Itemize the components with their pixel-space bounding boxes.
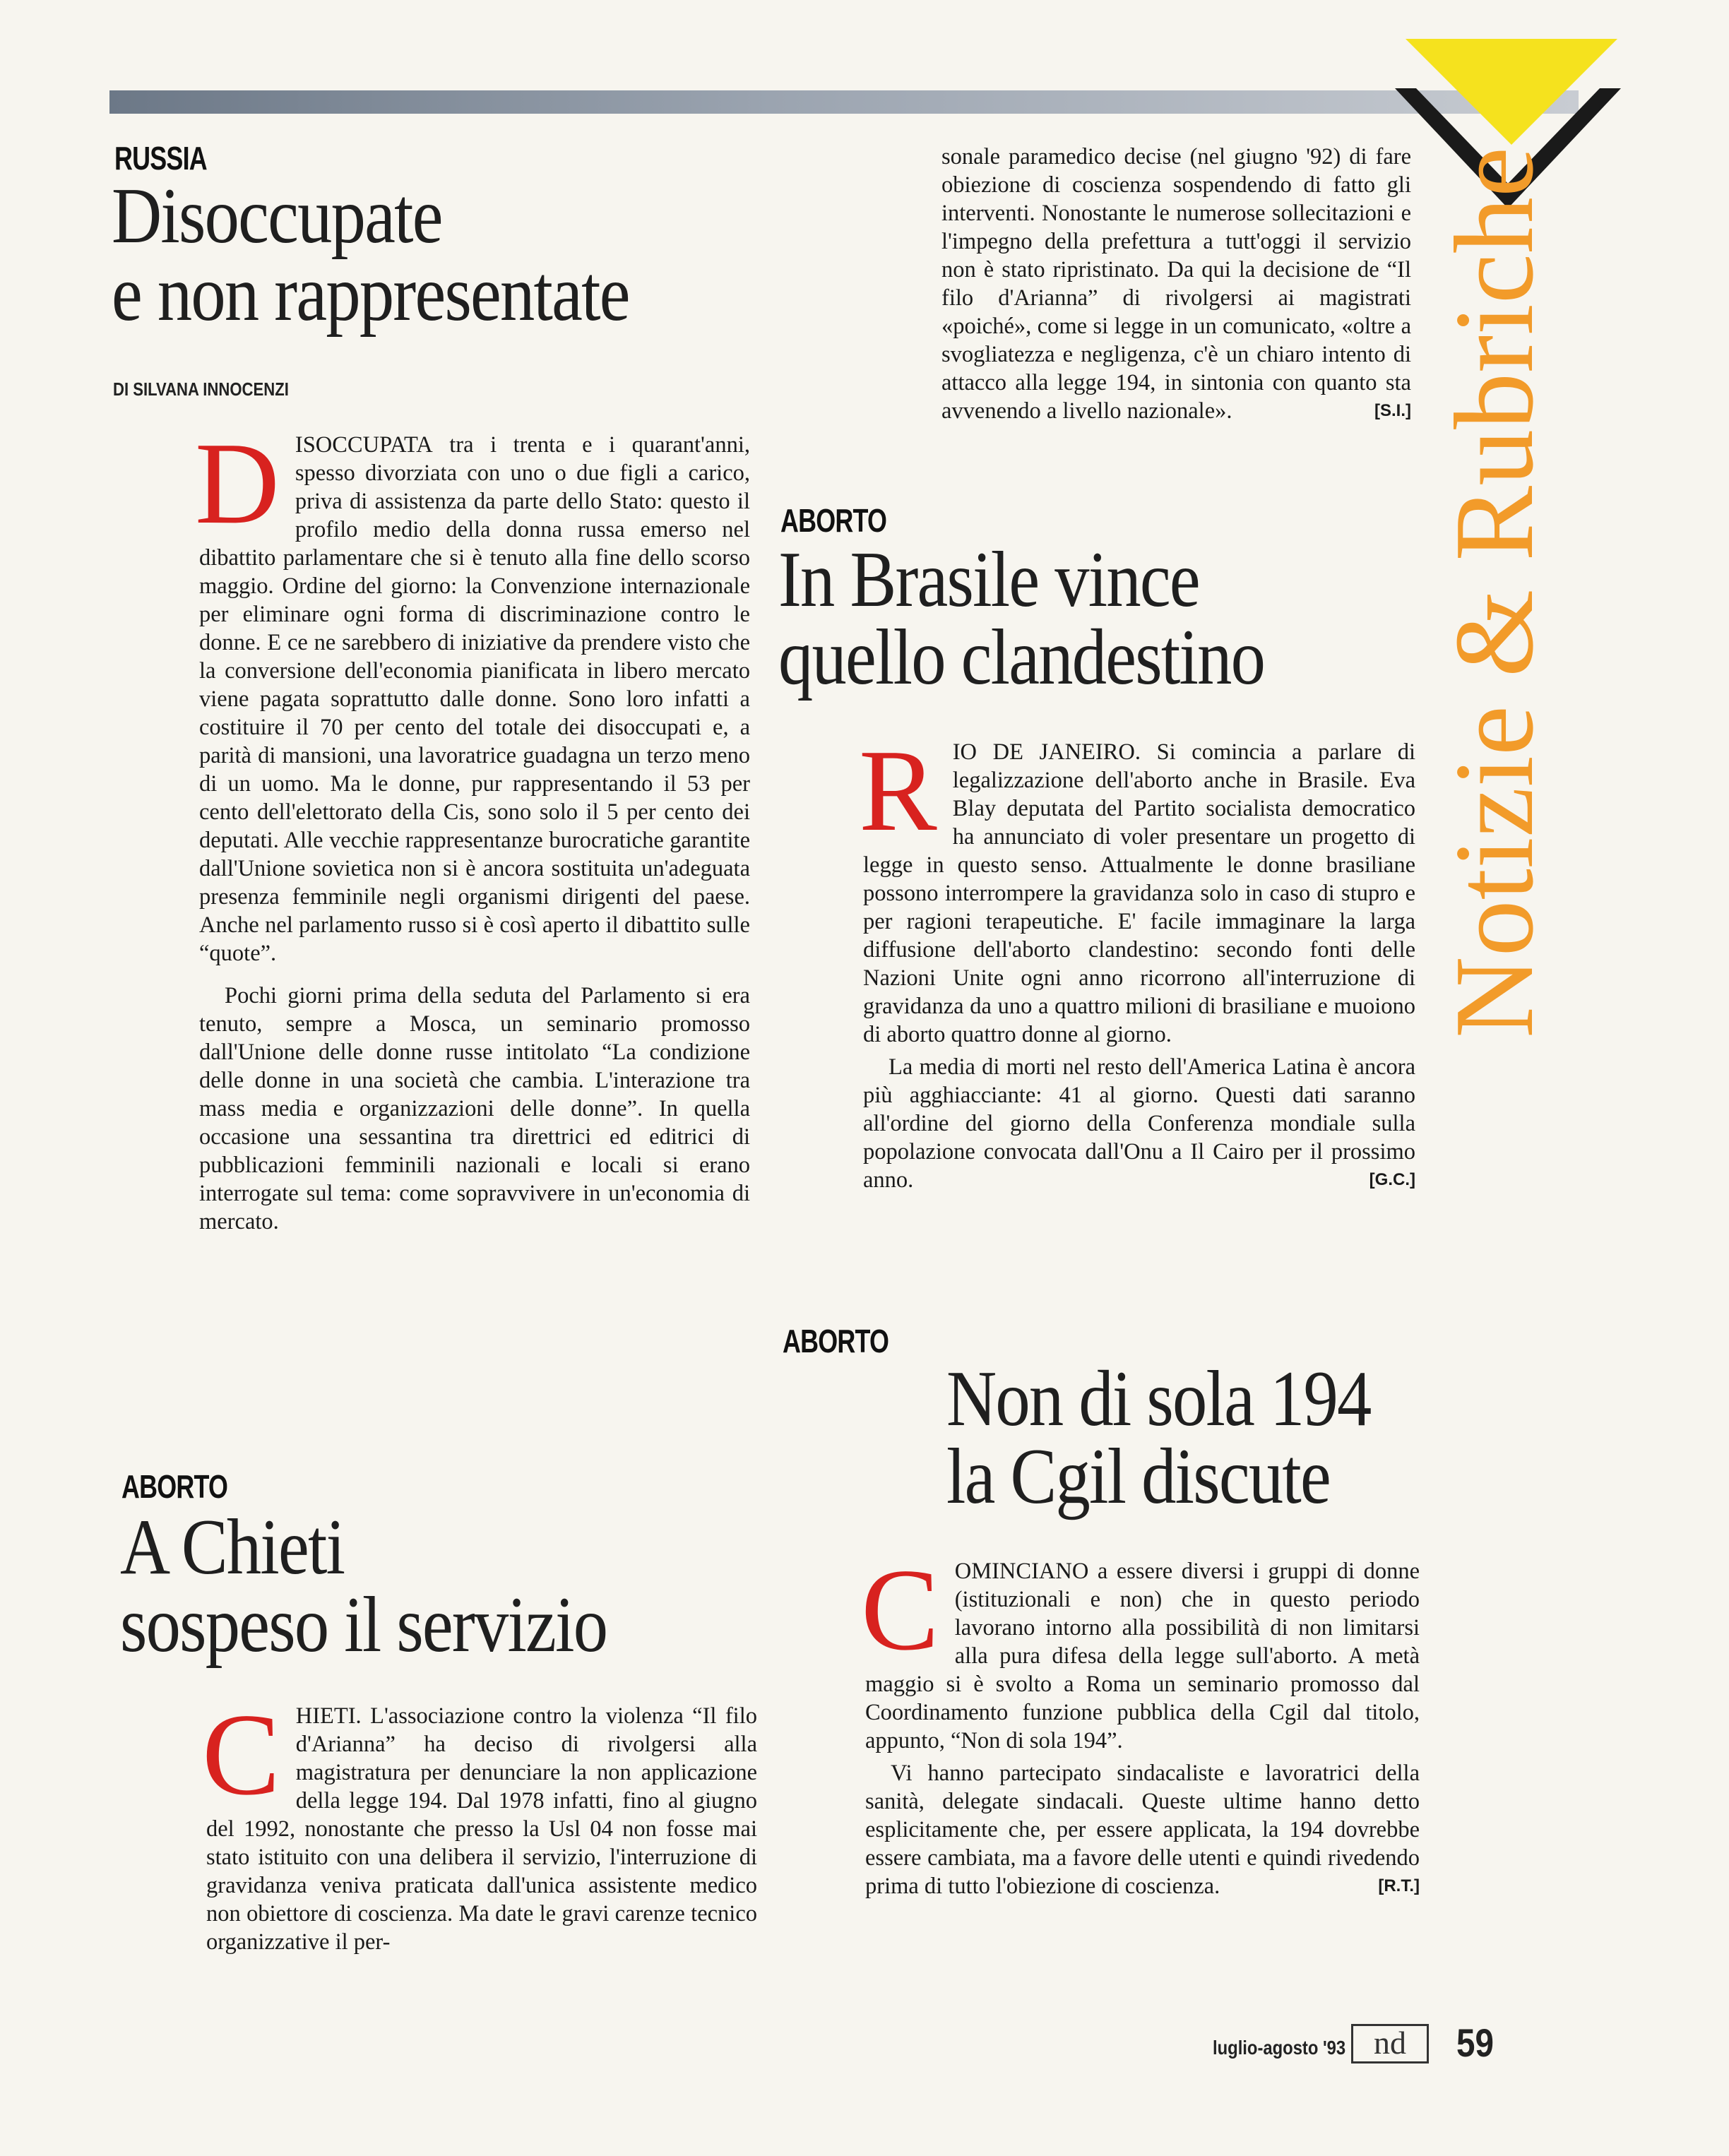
brasile-lead: IO DE JANEIRO. — [952, 739, 1141, 765]
cgil-paragraph-2: Vi hanno partecipato sindacaliste e lavoratrici della sanità, delegate sindacali. Queste ultime hanno detto esplicitamente che, per essere applicata, la 194 dovrebbe essere cambiata, ma a favore delle utenti e quindi rivedendo prima di tutto l'obiezione di coscienza. — [865, 1761, 1420, 1899]
chieti-signature: [S.I.] — [1374, 401, 1411, 420]
russia-kicker: RUSSIA — [114, 140, 207, 177]
chieti-paragraph-1: L'associazione contro la violenza “Il filo d'Arianna” ha deciso di rivolgersi alla magistratura per denunciare la non applicazione della legge 194. Dal 1978 infatti, fino al giugno del 1992, nonostante che presso la Usl 04 non fosse mai stato istituito con una delibera il servizio, l'interruzione di gravidanza veniva praticata dall'unica assistente medico non obiettore di coscienza. Ma date le gravi carenze tecnico organizzative il per- — [206, 1703, 757, 1955]
russia-paragraph-1: tra i trenta e i quarant'anni, spesso divorziata con uno o due figli a carico, priva di assistenza da parte dello Stato: questo il profilo medio della donna russa emerso nel dibattito parlamentare che si è tenuto alla fine dello scorso maggio. Ordine del giorno: la Convenzione internazionale per eliminare ogni forma di discriminazione contro le donne. E ce ne sarebbero di iniziative da prendere visto che la conversione dell'economia pianificata in libero mercato viene pagata soprattutto dalle donne. Sono loro infatti a costituire il 70 per cento del totale dei disoccupati e, a parità di mansioni, una lavoratrice guadagna un terzo meno di un uomo. Ma le donne, pur rappresentando il 53 per cento dell'elettorato della Cis, sono solo il 5 per cento dei deputati. Alle vecchie rappresentanze burocratiche garantite dall'Unione sovietica non si è ancora sostituita un'adeguata presenza femminile negli organismi dirigenti del paese. Anche nel parlamento russo si è così aperto il dibattito sulle “quote”. — [199, 432, 750, 966]
cgil-dropcap: C — [861, 1544, 939, 1674]
header-rule — [109, 90, 1579, 114]
russia-article-body — [195, 418, 750, 1236]
cgil-lead: OMINCIANO — [954, 1559, 1089, 1584]
brasile-signature: [G.C.] — [1369, 1170, 1415, 1189]
chieti-article-body — [202, 1689, 757, 1956]
byline: DI SILVANA INNOCENZI — [113, 379, 289, 400]
brasile-paragraph-1: Si comincia a parlare di legalizzazione dell'aborto anche in Brasile. Eva Blay deputata del Partito socialista democratico ha annunciato di voler presentare un progetto di legge in questo senso. Attualmente le donne brasiliane possono interrompere la gravidanza solo in caso di stupro e per ragioni terapeutiche. E' facile immaginare la larga diffusione dell'aborto clandestino: secondo fonti delle Nazioni Unite ogni anno ricorrono all'interruzione di gravidanza da uno a quattro milioni di brasiliane e muoiono di aborto quattro donne al giorno. — [863, 739, 1416, 1047]
nd-logo: nd — [1351, 2024, 1429, 2063]
section-title: Notizie & Rubriche — [1431, 147, 1557, 1038]
chieti-lead: HIETI. — [295, 1703, 362, 1729]
chieti-continuation — [941, 143, 1411, 425]
cgil-headline-line2: la Cgil discute — [946, 1433, 1330, 1520]
cgil-kicker: ABORTO — [783, 1323, 889, 1359]
russia-dropcap: D — [195, 418, 280, 548]
chieti-continuation-text: sonale paramedico decise (nel giugno '92) di fare obiezione di coscienza sospendendo di fatto gli interventi. Nonostante le numerose sollecitazioni e l'impegno della prefettura a tutt'oggi il servizio non è stato ripristinato. Da qui la decisione de “Il filo d'Arianna” di rivolgersi ai magistrati «poiché», come si legge in un comunicato, «oltre a svogliatezza e negligenza, c'è un chiaro intento di attacco alla legge 194, in sintonia con quanto sta avvenendo a livello nazionale». — [941, 144, 1411, 424]
russia-paragraph-2: Pochi giorni prima della seduta del Parlamento si era tenuto, sempre a Mosca, un seminario promosso dall'Unione delle donne russe intitolato “La condizione delle donne in una società che cambia. L'interazione tra mass media e organizzazioni delle donne”. In quella occasione una sessantina tra direttrici ed editrici di pubblicazioni femminili nazionali e locali si erano interrogate sul tema: come sopravvivere in un'economia di mercato. — [199, 983, 750, 1234]
issue-date: luglio-agosto '93 — [1213, 2037, 1346, 2059]
brasile-headline-line1: In Brasile vince — [778, 536, 1199, 624]
russia-lead: ISOCCUPATA — [295, 432, 433, 458]
page-number: 59 — [1456, 2020, 1494, 2065]
brasile-article-body — [859, 725, 1416, 1194]
brasile-paragraph-2: La media di morti nel resto dell'America Latina è ancora più agghiacciante: 41 al giorno. Questi dati saranno all'ordine del giorno della Conferenza mondiale sulla popolazione convocata dall'Onu a Il Cairo per il prossimo anno. — [863, 1054, 1415, 1193]
cgil-headline-line1: Non di sola 194 — [946, 1355, 1371, 1443]
brasile-dropcap: R — [859, 725, 937, 855]
chieti-kicker: ABORTO — [121, 1468, 228, 1505]
russia-headline-line1: Disoccupate — [112, 172, 442, 260]
cgil-signature: [R.T.] — [1378, 1876, 1420, 1895]
chieti-dropcap: C — [202, 1689, 280, 1819]
russia-headline-line2: e non rappresentate — [112, 250, 629, 338]
brasile-headline-line2: quello clandestino — [778, 614, 1265, 701]
cgil-paragraph-1: a essere diversi i gruppi di donne (istituzionali e non) che in questo periodo lavorano intorno alla possibilità di non limitarsi alla pura difesa della legge sull'aborto. A metà maggio si è svolto a Roma un seminario promosso dal Coordinamento funzione pubblica della Cgil dal titolo, appunto, “Non di sola 194”. — [865, 1559, 1420, 1753]
brasile-kicker: ABORTO — [780, 502, 887, 539]
chieti-headline-line2: sospeso il servizio — [120, 1581, 607, 1669]
cgil-article-body — [861, 1544, 1420, 1900]
chieti-headline-line1: A Chieti — [120, 1503, 345, 1591]
